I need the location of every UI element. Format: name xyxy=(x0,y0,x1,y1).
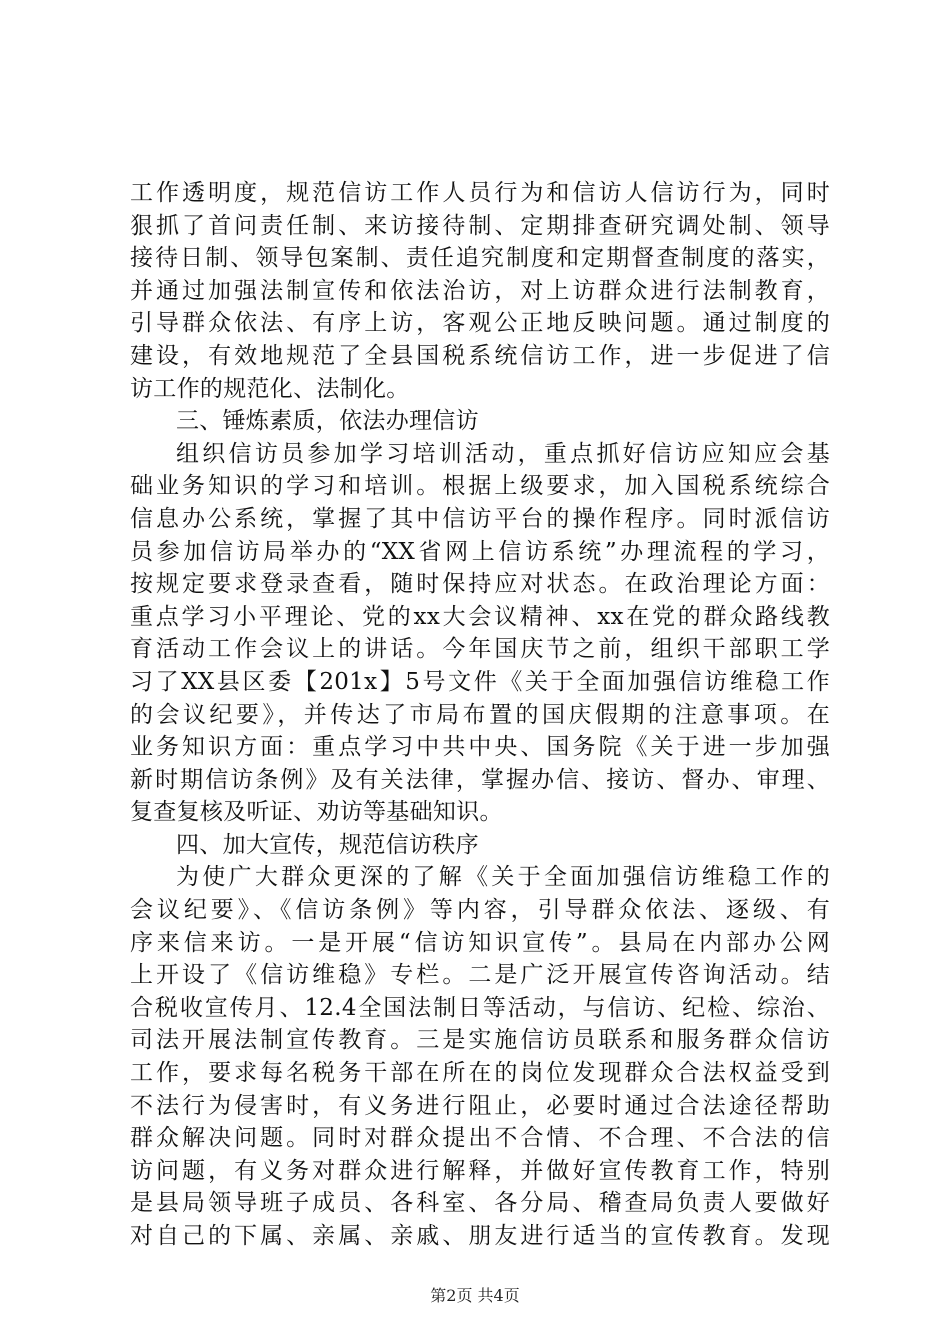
text-line: 是县局领导班子成员、各科室、各分局、稽查局负责人要做好 xyxy=(130,1190,830,1217)
paragraph-first-line: 组织信访员参加学习培训活动，重点抓好信访应知应会基 xyxy=(176,440,830,467)
paragraph-last-line: 访工作的规范化、法制化。 xyxy=(130,375,410,402)
text-line: 序来信来访。一是开展“信访知识宣传”。县局在内部办公网 xyxy=(130,929,830,956)
paragraph-first-line: 为使广大群众更深的了解《关于全面加强信访维稳工作的 xyxy=(176,864,830,891)
text-line: 群众解决问题。同时对群众提出不合情、不合理、不合法的信 xyxy=(130,1125,830,1152)
text-line: 育活动工作会议上的讲话。今年国庆节之前，组织干部职工学 xyxy=(130,636,830,663)
text-line: 础业务知识的学习和培训。根据上级要求，加入国税系统综合 xyxy=(130,473,830,500)
text-line: 的会议纪要》，并传达了市局布置的国庆假期的注意事项。在 xyxy=(130,701,830,728)
text-line: 接待日制、领导包案制、责任追究制度和定期督查制度的落实， xyxy=(130,245,830,272)
text-line: 工作透明度，规范信访工作人员行为和信访人信访行为，同时 xyxy=(130,180,830,206)
text-line: 引导群众依法、有序上访，客观公正地反映问题。通过制度的 xyxy=(130,310,830,337)
text-line: 按规定要求登录查看，随时保持应对状态。在政治理论方面： xyxy=(130,571,830,598)
text-line: 司法开展法制宣传教育。三是实施信访员联系和服务群众信访 xyxy=(130,1027,830,1054)
text-line: 建设，有效地规范了全县国税系统信访工作，进一步促进了信 xyxy=(130,342,830,369)
text-line: 新时期信访条例》及有关法律，掌握办信、接访、督办、审理、 xyxy=(130,766,830,793)
text-line: 员参加信访局举办的“XX省网上信访系统”办理流程的学习， xyxy=(130,538,830,565)
document-body xyxy=(130,177,830,1253)
text-line: 会议纪要》、《信访条例》等内容，引导群众依法、逐级、有 xyxy=(130,897,830,924)
section-heading: 四、加大宣传，规范信访秩序 xyxy=(176,831,479,858)
page-footer: 第2页 共4页 xyxy=(430,1286,520,1305)
text-line: 习了XX县区委【201x】5号文件《关于全面加强信访维稳工作 xyxy=(130,668,830,695)
section-heading: 三、锤炼素质，依法办理信访 xyxy=(176,408,479,435)
text-line: 不法行为侵害时，有义务进行阻止，必要时通过合法途径帮助 xyxy=(130,1092,830,1119)
paragraph-last-line: 复查复核及听证、劝访等基础知识。 xyxy=(130,799,503,826)
text-line: 对自己的下属、亲属、亲戚、朋友进行适当的宣传教育。发现 xyxy=(130,1223,830,1249)
text-line: 信息办公系统，掌握了其中信访平台的操作程序。同时派信访 xyxy=(130,505,830,532)
text-line: 工作，要求每名税务干部在所在的岗位发现群众合法权益受到 xyxy=(130,1060,830,1087)
text-line: 并通过加强法制宣传和依法治访，对上访群众进行法制教育， xyxy=(130,277,830,304)
text-line: 访问题，有义务对群众进行解释，并做好宣传教育工作，特别 xyxy=(130,1157,830,1184)
text-line: 狠抓了首问责任制、来访接待制、定期排查研究调处制、领导 xyxy=(130,212,830,239)
text-line: 合税收宣传月、12.4全国法制日等活动，与信访、纪检、综治、 xyxy=(130,994,830,1021)
text-line: 上开设了《信访维稳》专栏。二是广泛开展宣传咨询活动。结 xyxy=(130,962,830,989)
text-line: 业务知识方面：重点学习中共中央、国务院《关于进一步加强 xyxy=(130,734,830,761)
text-line: 重点学习小平理论、党的xx大会议精神、xx在党的群众路线教 xyxy=(130,603,830,630)
